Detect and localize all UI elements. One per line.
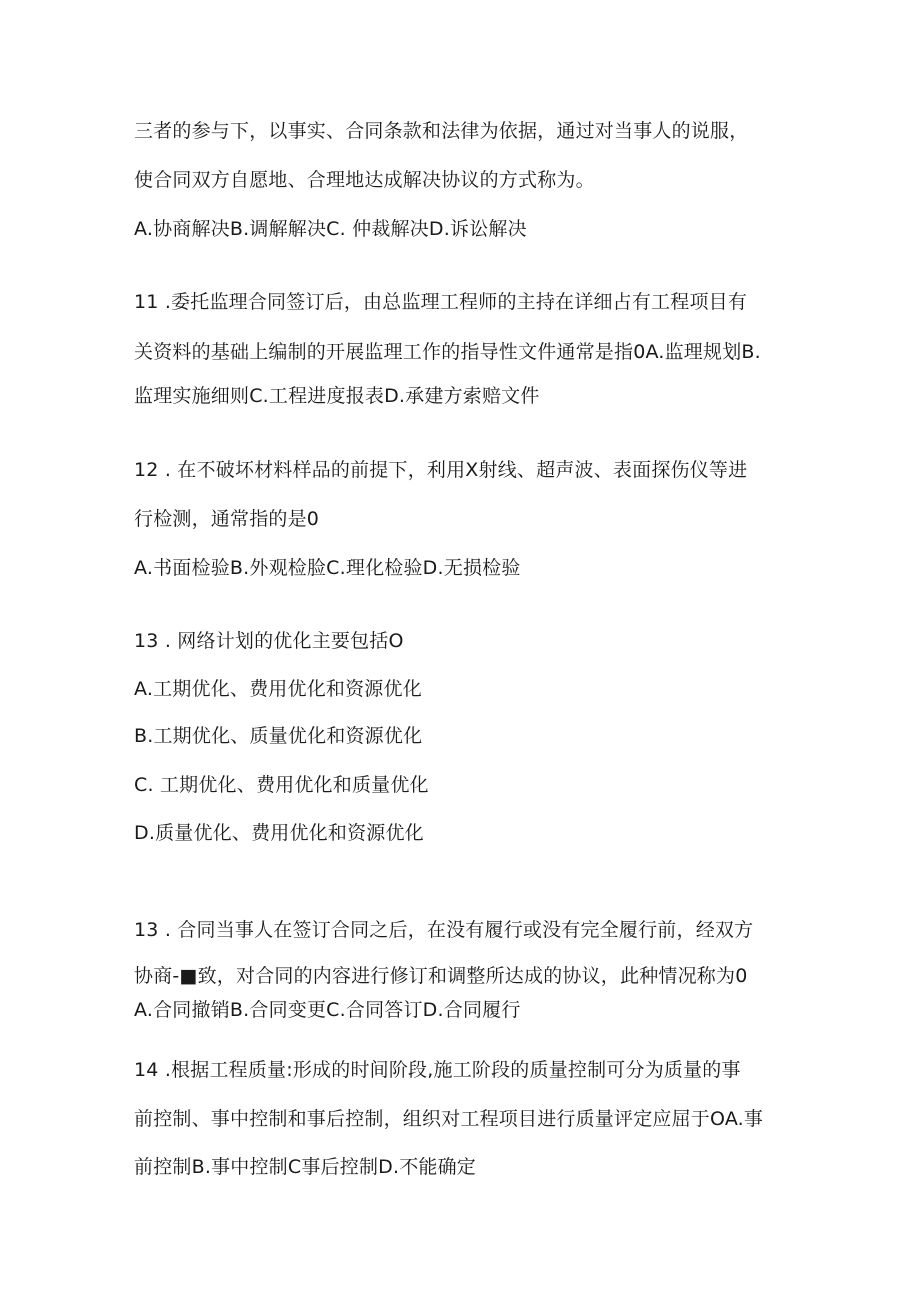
option-c: C. 工期优化、费用优化和质量优化	[134, 774, 429, 796]
question-11: 11 .委托监理合同签订后，由总监理工程师的主持在详细占有工程项目有	[134, 291, 748, 313]
text-line: 协商-■致，对合同的内容进行修订和调整所达成的协议，此种情况称为0	[134, 965, 748, 987]
question-14: 14 .根据工程质量:形成的时间阶段,施工阶段的质量控制可分为质量的事	[134, 1059, 741, 1081]
question-options: A.合同撤销B.合同变更C.合同答订D.合同履行	[134, 999, 521, 1021]
option-b: B.工期优化、质量优化和资源优化	[134, 725, 423, 747]
text-line: 行检测，通常指的是0	[134, 508, 320, 530]
question-options: A.协商解决B.调解解决C. 仲裁解决D.诉讼解决	[134, 218, 527, 240]
question-13b: 13 . 合同当事人在签订合同之后，在没有履行或没有完全履行前，经双方	[134, 919, 754, 941]
text-line: 关资料的基础上编制的开展监理工作的指导性文件通常是指0A.监理规划B.	[134, 341, 761, 363]
text-line: 前控制B.事中控制C事后控制D.不能确定	[134, 1156, 477, 1178]
text-line: 三者的参与下，以事实、合同条款和法律为依据，通过对当事人的说服，	[134, 120, 749, 142]
question-13: 13 . 网络计划的优化主要包括O	[134, 630, 404, 652]
text-line: 前控制、事中控制和事后控制，组织对工程项目进行质量评定应屈于OA.事	[134, 1108, 764, 1130]
text-line: 监理实施细则C.工程进度报表D.承建方索赔文件	[134, 385, 540, 407]
question-options: A.书面检验B.外观检脸C.理化检验D.无损检验	[134, 557, 521, 579]
question-12: 12 . 在不破坏材料样品的前提下，利用X射线、超声波、表面探伤仪等进	[134, 459, 748, 481]
text-line: 使合同双方自愿地、合理地达成解决协议的方式称为。	[134, 169, 595, 191]
option-d: D.质量优化、费用优化和资源优化	[134, 822, 424, 844]
option-a: A.工期优化、费用优化和资源优化	[134, 678, 422, 700]
